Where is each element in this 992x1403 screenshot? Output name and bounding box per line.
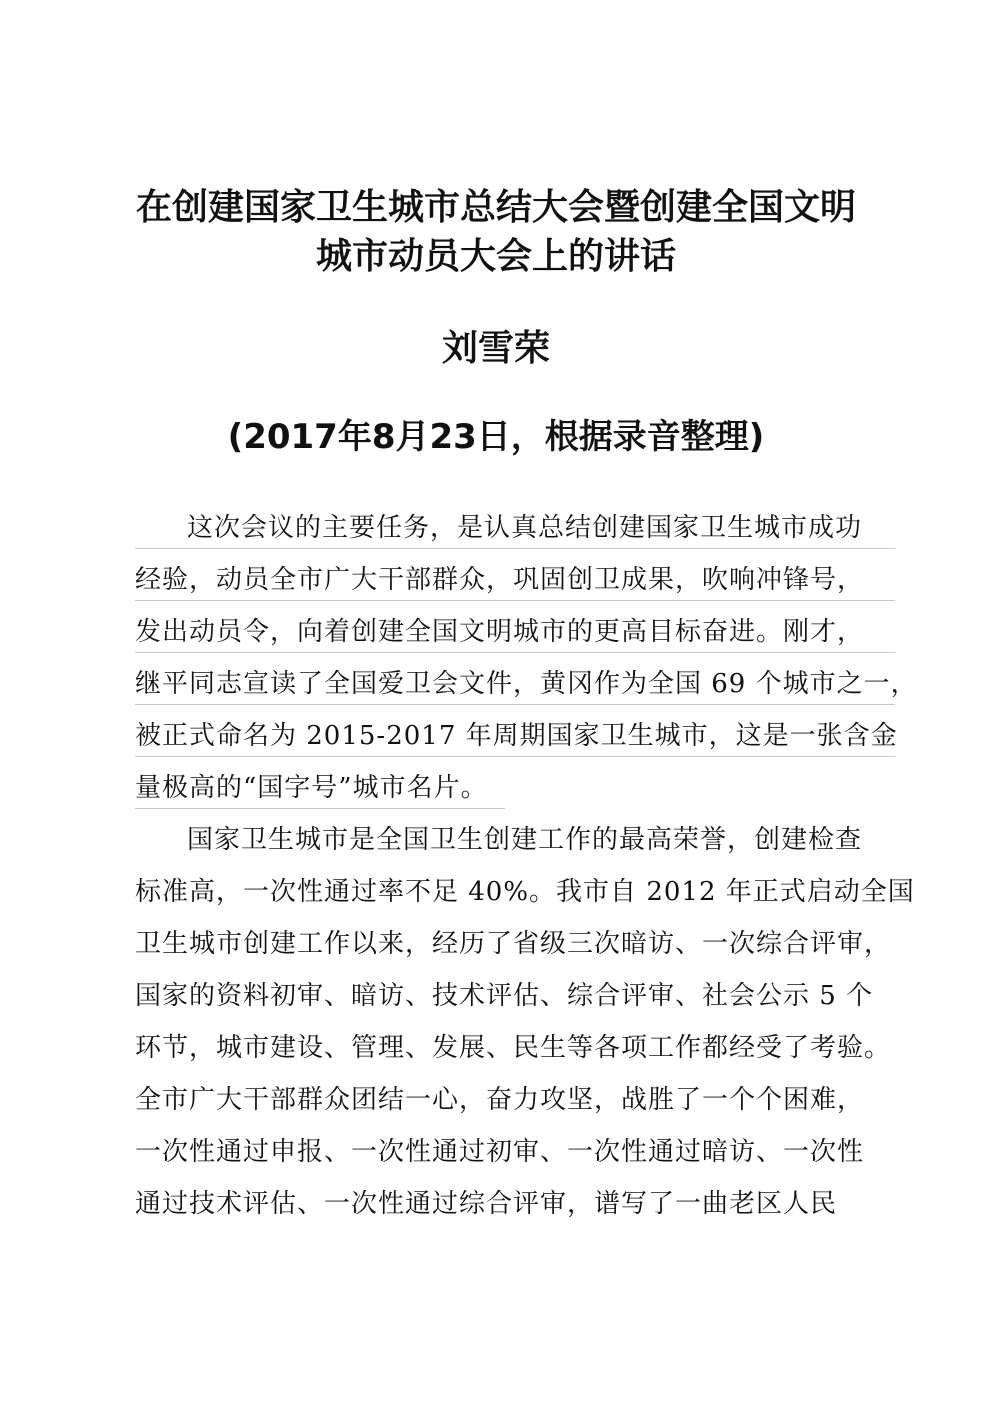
paragraph-1-line-4: 继平同志宣读了全国爱卫会文件，黄冈作为全国 69 个城市之一，	[135, 664, 895, 705]
paragraph-2-line-1: 国家卫生城市是全国卫生创建工作的最高荣誉，创建检查	[187, 825, 863, 855]
paragraph-2-line-2: 标准高，一次性通过率不足 40%。我市自 2012 年正式启动全国	[135, 877, 915, 907]
paragraph-2-line-8: 通过技术评估、一次性通过综合评审，谱写了一曲老区人民	[135, 1189, 838, 1219]
paragraph-2-line-3: 卫生城市创建工作以来，经历了省级三次暗访、一次综合评审，	[135, 929, 892, 959]
author-name: 刘雪荣	[441, 328, 550, 369]
paragraph-2-line-7: 一次性通过申报、一次性通过初审、一次性通过暗访、一次性	[135, 1137, 865, 1167]
paragraph-1-line-5: 被正式命名为 2015-2017 年周期国家卫生城市，这是一张含金	[135, 716, 895, 757]
paragraph-2-line-4: 国家的资料初审、暗访、技术评估、综合评审、社会公示 5 个	[135, 981, 874, 1011]
paragraph-2-line-5: 环节，城市建设、管理、发展、民生等各项工作都经受了考验。	[135, 1033, 892, 1063]
document-title-line-1: 在创建国家卫生城市总结大会暨创建全国文明	[135, 187, 856, 228]
paragraph-2-line-6: 全市广大干部群众团结一心，奋力攻坚，战胜了一个个困难，	[135, 1085, 865, 1115]
paragraph-1-line-6: 量极高的“国字号”城市名片。	[135, 768, 505, 809]
date-note: (2017年8月23日，根据录音整理)	[227, 417, 765, 457]
paragraph-1-line-3: 发出动员令，向着创建全国文明城市的更高目标奋进。刚才，	[135, 612, 895, 653]
paragraph-1-line-1: 这次会议的主要任务，是认真总结创建国家卫生城市成功	[135, 508, 895, 549]
paragraph-1-line-2: 经验，动员全市广大干部群众，巩固创卫成果，吹响冲锋号，	[135, 560, 895, 601]
document-title-line-2: 城市动员大会上的讲话	[315, 236, 676, 277]
